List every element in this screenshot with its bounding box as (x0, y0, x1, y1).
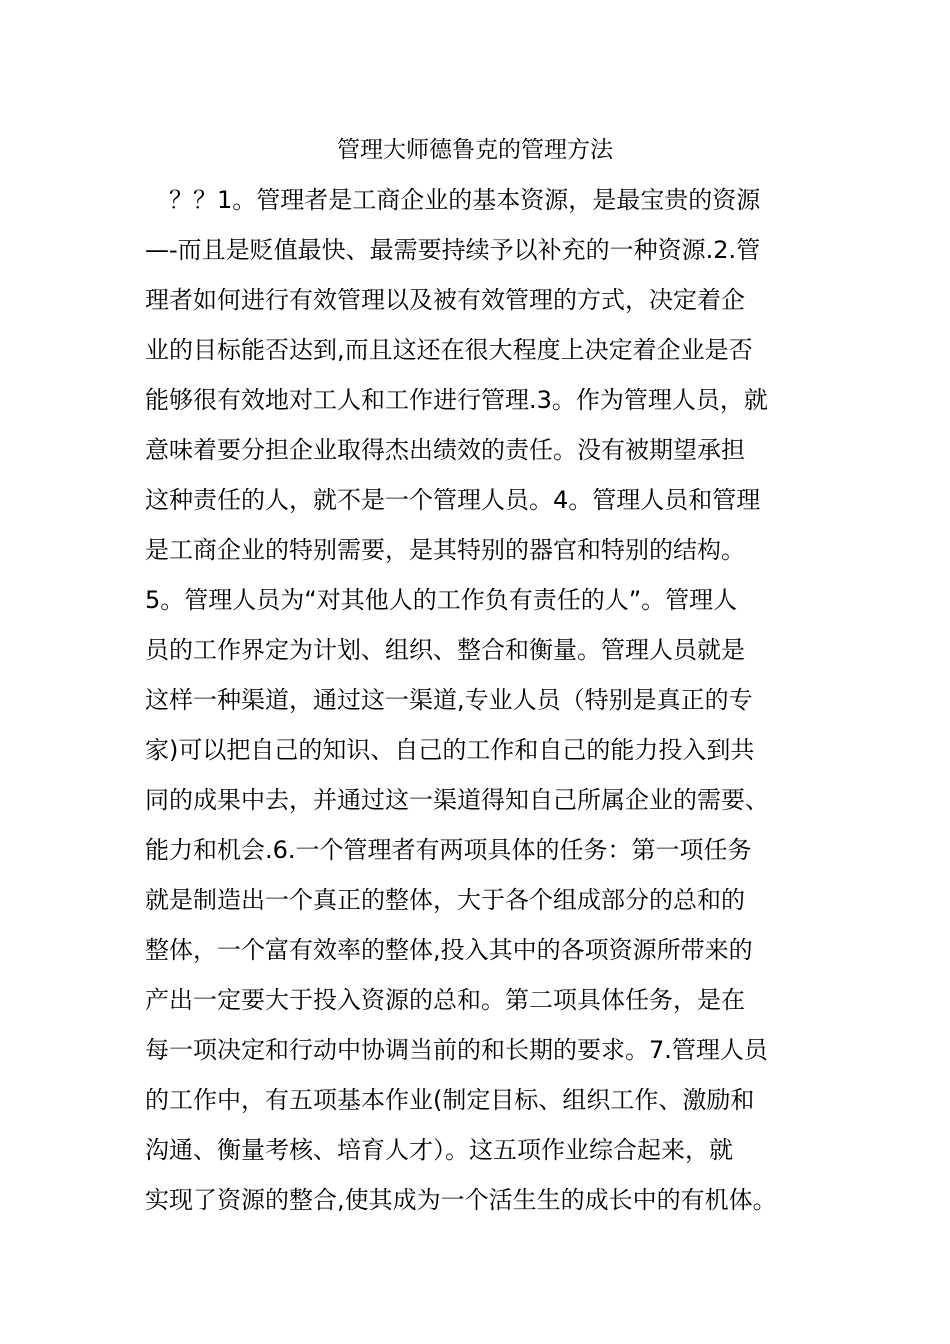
body-line: 意味着要分担企业取得杰出绩效的责任。没有被期望承担 (145, 436, 745, 464)
body-line: ？？1。管理者是工商企业的基本资源，是最宝贵的资源 (145, 186, 761, 214)
body-line: 能够很有效地对工人和工作进行管理.3。作为管理人员，就 (145, 386, 768, 414)
body-line: 5。管理人员为“对其他人的工作负有责任的人”。管理人 (145, 586, 738, 614)
body-line: 沟通、衡量考核、培育人才）。这五项作业综合起来，就 (145, 1136, 733, 1164)
body-line: 家)可以把自己的知识、自己的工作和自己的能力投入到共 (145, 736, 755, 764)
body-line: 业的目标能否达到,而且这还在很大程度上决定着企业是否 (145, 336, 753, 364)
body-line: 这种责任的人，就不是一个管理人员。4。管理人员和管理 (145, 486, 761, 514)
body-line: 是工商企业的特别需要，是其特别的器官和特别的结构。 (145, 536, 745, 564)
body-line: 同的成果中去，并通过这一渠道得知自己所属企业的需要、 (145, 786, 769, 814)
body-line: 实现了资源的整合,使其成为一个活生生的成长中的有机体。 (145, 1186, 777, 1214)
document-title: 管理大师德鲁克的管理方法 (337, 137, 613, 163)
body-line: 每一项决定和行动中协调当前的和长期的要求。7.管理人员 (145, 1036, 768, 1064)
body-line: 员的工作界定为计划、组织、整合和衡量。管理人员就是 (145, 636, 745, 664)
body-line: 整体，一个富有效率的整体,投入其中的各项资源所带来的 (145, 936, 753, 964)
body-line: 能力和机会.6.一个管理者有两项具体的任务：第一项任务 (145, 836, 752, 864)
body-line: 理者如何进行有效管理以及被有效管理的方式，决定着企 (145, 286, 745, 314)
body-line: 的工作中，有五项基本作业(制定目标、组织工作、激励和 (145, 1086, 755, 1114)
document-body (145, 180, 815, 1230)
body-line: —-而且是贬值最快、最需要持续予以补充的一种资源.2.管 (145, 236, 761, 264)
body-line: 这样一种渠道，通过这一渠道,专业人员（特别是真正的专 (145, 686, 753, 714)
body-line: 就是制造出一个真正的整体，大于各个组成部分的总和的 (145, 886, 745, 914)
body-line: 产出一定要大于投入资源的总和。第二项具体任务，是在 (145, 986, 745, 1014)
